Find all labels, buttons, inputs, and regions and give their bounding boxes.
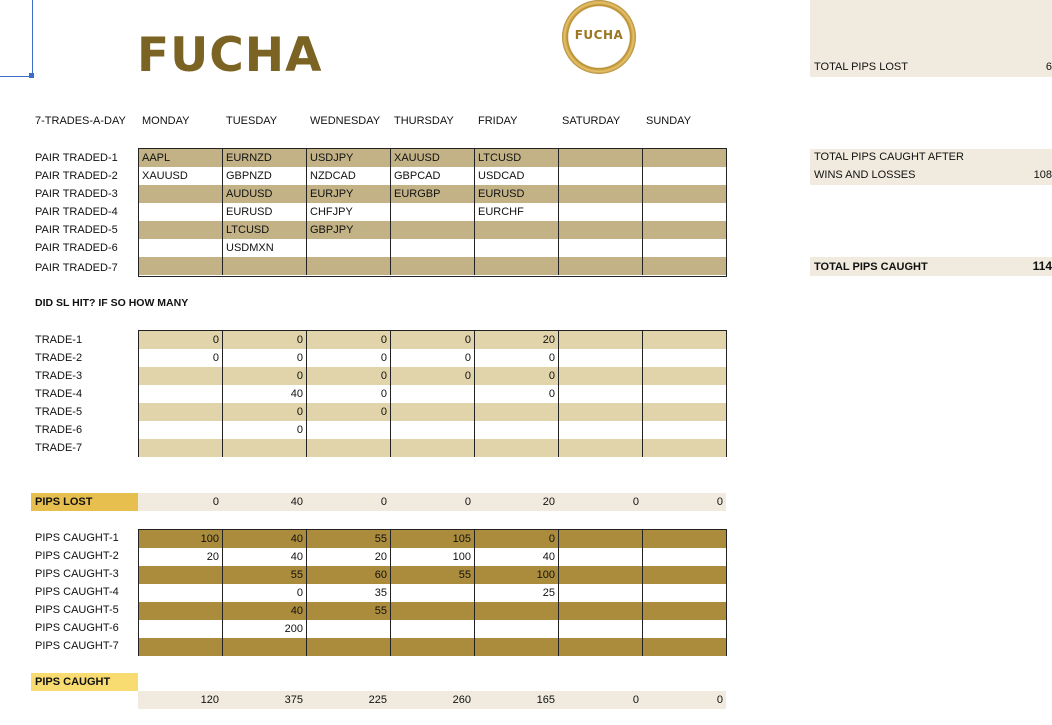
- brand-seal-icon: [562, 0, 636, 74]
- sl-cell[interactable]: [307, 421, 391, 439]
- sl-cell[interactable]: 0: [475, 367, 559, 385]
- table-row: [139, 584, 726, 602]
- caught-cell[interactable]: [307, 620, 391, 638]
- pair-row-label: PAIR TRADED-3: [35, 188, 118, 200]
- caught-row-label: PIPS CAUGHT-3: [35, 568, 119, 580]
- pair-cell[interactable]: [391, 239, 475, 257]
- trade-row-label: TRADE-2: [35, 352, 83, 364]
- sl-cell[interactable]: [643, 439, 727, 457]
- sl-cell[interactable]: 0: [391, 331, 475, 349]
- table-row: [139, 638, 726, 656]
- caught-cell[interactable]: [307, 638, 391, 656]
- pair-cell[interactable]: [643, 167, 727, 185]
- pair-cell[interactable]: [643, 257, 727, 275]
- pair-row-label: PAIR TRADED-5: [35, 224, 118, 236]
- pair-cell[interactable]: LTCUSD: [475, 149, 559, 167]
- caught-row-label: PIPS CAUGHT-6: [35, 622, 119, 634]
- caught-cell[interactable]: [559, 638, 643, 656]
- caught-cell[interactable]: 100: [475, 566, 559, 584]
- caught-cell[interactable]: [559, 566, 643, 584]
- pair-cell[interactable]: [139, 257, 223, 275]
- pair-cell[interactable]: [643, 203, 727, 221]
- day-header-tuesday: TUESDAY: [226, 115, 278, 127]
- sl-cell[interactable]: 0: [391, 349, 475, 367]
- table-row: [139, 530, 726, 548]
- caught-cell[interactable]: [559, 584, 643, 602]
- table-row: [139, 203, 726, 221]
- pair-cell[interactable]: [559, 221, 643, 239]
- caught-cell[interactable]: 40: [223, 548, 307, 566]
- sl-cell[interactable]: [643, 367, 727, 385]
- sl-cell[interactable]: 0: [139, 331, 223, 349]
- after-wl-value: 108: [1033, 169, 1052, 181]
- sl-cell[interactable]: [643, 385, 727, 403]
- caught-row-label: PIPS CAUGHT-2: [35, 550, 119, 562]
- day-header-saturday: SATURDAY: [562, 115, 621, 127]
- sl-cell[interactable]: 0: [475, 349, 559, 367]
- sl-cell[interactable]: [559, 439, 643, 457]
- pair-cell[interactable]: [139, 221, 223, 239]
- table-row: [139, 331, 726, 349]
- caught-cell[interactable]: 105: [391, 530, 475, 548]
- sl-cell[interactable]: 40: [223, 385, 307, 403]
- pair-cell[interactable]: XAUUSD: [391, 149, 475, 167]
- sl-cell[interactable]: [643, 403, 727, 421]
- total-pips-lost-panel: [810, 0, 1052, 77]
- table-row: [139, 349, 726, 367]
- caught-cell[interactable]: 20: [139, 548, 223, 566]
- pair-cell[interactable]: [559, 167, 643, 185]
- table-row: [139, 167, 726, 185]
- caught-cell[interactable]: [475, 638, 559, 656]
- caught-cell[interactable]: [139, 566, 223, 584]
- pair-cell[interactable]: LTCUSD: [223, 221, 307, 239]
- sl-cell[interactable]: [475, 403, 559, 421]
- table-row: [139, 620, 726, 638]
- sl-cell[interactable]: 0: [307, 385, 391, 403]
- pair-cell[interactable]: GBPJPY: [307, 221, 391, 239]
- caught-cell[interactable]: [643, 638, 727, 656]
- pips-caught-cell[interactable]: 165: [536, 694, 555, 706]
- sl-cell[interactable]: [139, 403, 223, 421]
- pair-cell[interactable]: AUDUSD: [223, 185, 307, 203]
- sl-cell[interactable]: [139, 439, 223, 457]
- sl-cell[interactable]: [559, 349, 643, 367]
- pair-cell[interactable]: [139, 203, 223, 221]
- after-wl-panel: [810, 149, 1052, 185]
- pair-cell[interactable]: [139, 239, 223, 257]
- pips-lost-cell[interactable]: 0: [464, 496, 471, 508]
- caught-cell[interactable]: 100: [139, 530, 223, 548]
- table-row: [139, 239, 726, 257]
- caught-cell[interactable]: [391, 620, 475, 638]
- day-header-wednesday: WEDNESDAY: [310, 115, 381, 127]
- total-pips-caught-label: TOTAL PIPS CAUGHT: [814, 261, 928, 273]
- sl-cell[interactable]: [475, 421, 559, 439]
- trade-row-label: TRADE-7: [35, 442, 83, 454]
- sl-cell[interactable]: [643, 331, 727, 349]
- pips-lost-cell[interactable]: 20: [542, 496, 555, 508]
- caught-cell[interactable]: [139, 584, 223, 602]
- caught-row-label: PIPS CAUGHT-4: [35, 586, 119, 598]
- trade-row-label: TRADE-3: [35, 370, 83, 382]
- sl-cell[interactable]: [559, 403, 643, 421]
- pair-cell[interactable]: USDCAD: [475, 167, 559, 185]
- pips-caught-cell[interactable]: 120: [200, 694, 219, 706]
- sl-cell[interactable]: 0: [223, 349, 307, 367]
- pair-cell[interactable]: NZDCAD: [307, 167, 391, 185]
- pair-row-label: PAIR TRADED-6: [35, 242, 118, 254]
- pair-cell[interactable]: [391, 203, 475, 221]
- caught-cell[interactable]: [139, 638, 223, 656]
- caught-cell[interactable]: [643, 548, 727, 566]
- caught-cell[interactable]: 35: [307, 584, 391, 602]
- pair-cell[interactable]: [643, 185, 727, 203]
- day-header-sunday: SUNDAY: [646, 115, 692, 127]
- caught-cell[interactable]: [559, 530, 643, 548]
- table-row: [139, 602, 726, 620]
- trade-row-label: TRADE-5: [35, 406, 83, 418]
- pair-cell[interactable]: [559, 257, 643, 275]
- caught-row-label: PIPS CAUGHT-1: [35, 532, 119, 544]
- sl-cell[interactable]: 0: [307, 331, 391, 349]
- pair-cell[interactable]: GBPNZD: [223, 167, 307, 185]
- pair-row-label: PAIR TRADED-4: [35, 206, 118, 218]
- sl-cell[interactable]: [391, 385, 475, 403]
- pips-lost-cell[interactable]: 40: [290, 496, 303, 508]
- sl-cell[interactable]: [223, 439, 307, 457]
- pair-cell[interactable]: [643, 149, 727, 167]
- table-row: [139, 439, 726, 457]
- day-header-monday: MONDAY: [142, 115, 190, 127]
- table-row: [139, 257, 726, 275]
- caught-cell[interactable]: [391, 638, 475, 656]
- sl-cell[interactable]: [139, 385, 223, 403]
- pair-cell[interactable]: [391, 257, 475, 275]
- caught-cell[interactable]: 200: [223, 620, 307, 638]
- sl-cell[interactable]: [391, 421, 475, 439]
- pair-cell[interactable]: [643, 239, 727, 257]
- pair-cell[interactable]: USDMXN: [223, 239, 307, 257]
- brand-logo: FUCHA: [137, 28, 323, 83]
- total-pips-lost-label: TOTAL PIPS LOST: [814, 61, 908, 73]
- caught-cell[interactable]: [223, 638, 307, 656]
- pips-lost-cell[interactable]: 0: [212, 496, 219, 508]
- pair-cell[interactable]: EURUSD: [223, 203, 307, 221]
- sl-cell[interactable]: [391, 403, 475, 421]
- caught-cell[interactable]: [391, 602, 475, 620]
- pair-cell[interactable]: [643, 221, 727, 239]
- table-row: [139, 221, 726, 239]
- sl-cell[interactable]: [559, 331, 643, 349]
- after-wl-label-1: TOTAL PIPS CAUGHT AFTER: [814, 151, 964, 163]
- sl-cell[interactable]: 0: [307, 349, 391, 367]
- pair-cell[interactable]: [559, 149, 643, 167]
- pips-lost-label: PIPS LOST: [31, 493, 138, 511]
- table-row: [139, 548, 726, 566]
- pair-cell[interactable]: [559, 203, 643, 221]
- pair-row-label: PAIR TRADED-7: [35, 262, 118, 274]
- caught-cell[interactable]: 20: [307, 548, 391, 566]
- sl-cell[interactable]: [643, 421, 727, 439]
- pair-cell[interactable]: [139, 185, 223, 203]
- sl-cell[interactable]: [307, 439, 391, 457]
- caught-cell[interactable]: 0: [475, 530, 559, 548]
- sl-cell[interactable]: 0: [307, 367, 391, 385]
- pair-cell[interactable]: GBPCAD: [391, 167, 475, 185]
- sl-cell[interactable]: 0: [223, 421, 307, 439]
- sl-cell[interactable]: [139, 421, 223, 439]
- total-pips-lost-value: 6: [1045, 61, 1052, 73]
- sl-cell[interactable]: [391, 439, 475, 457]
- caught-cell[interactable]: 55: [223, 566, 307, 584]
- total-pips-caught-panel: [810, 257, 1052, 276]
- pair-cell[interactable]: USDJPY: [307, 149, 391, 167]
- pips-caught-row: [138, 691, 726, 709]
- caught-cell[interactable]: 60: [307, 566, 391, 584]
- caught-row-label: PIPS CAUGHT-5: [35, 604, 119, 616]
- sl-cell[interactable]: [559, 385, 643, 403]
- pair-cell[interactable]: [475, 257, 559, 275]
- pips-lost-cell[interactable]: 0: [380, 496, 387, 508]
- caught-cell[interactable]: 0: [223, 584, 307, 602]
- caught-cell[interactable]: [643, 602, 727, 620]
- total-pips-caught-value: 114: [1032, 259, 1052, 273]
- sl-cell[interactable]: 0: [307, 403, 391, 421]
- pips-caught-cell[interactable]: 375: [284, 694, 303, 706]
- caught-cell[interactable]: [643, 620, 727, 638]
- pair-cell[interactable]: [223, 257, 307, 275]
- caught-cell[interactable]: 40: [223, 602, 307, 620]
- table-row: [139, 149, 726, 167]
- pips-caught-cell[interactable]: 260: [452, 694, 471, 706]
- caught-cell[interactable]: 25: [475, 584, 559, 602]
- pair-cell[interactable]: CHFJPY: [307, 203, 391, 221]
- trade-row-label: TRADE-4: [35, 388, 83, 400]
- caught-cell[interactable]: 40: [223, 530, 307, 548]
- active-cell-selection[interactable]: [0, 0, 33, 77]
- pips-caught-cell[interactable]: 0: [632, 694, 639, 706]
- sl-cell[interactable]: [475, 439, 559, 457]
- pair-cell[interactable]: [559, 185, 643, 203]
- pair-cell[interactable]: [475, 239, 559, 257]
- caught-cell[interactable]: [559, 548, 643, 566]
- pair-cell[interactable]: [307, 257, 391, 275]
- caught-cell[interactable]: [391, 584, 475, 602]
- pair-cell[interactable]: EURNZD: [223, 149, 307, 167]
- sl-cell[interactable]: 20: [475, 331, 559, 349]
- sl-cell[interactable]: 0: [139, 349, 223, 367]
- pair-row-label: PAIR TRADED-2: [35, 170, 118, 182]
- pips-caught-cell[interactable]: 225: [368, 694, 387, 706]
- caught-cell[interactable]: [643, 530, 727, 548]
- sl-cell[interactable]: [139, 367, 223, 385]
- pips-lost-row: [138, 493, 726, 511]
- pair-cell[interactable]: EURUSD: [475, 185, 559, 203]
- pips-lost-cell[interactable]: 0: [632, 496, 639, 508]
- caught-cell[interactable]: [475, 620, 559, 638]
- pips-caught-cell[interactable]: 0: [716, 694, 723, 706]
- table-row: [139, 385, 726, 403]
- caught-cell[interactable]: [475, 602, 559, 620]
- pair-row-label: PAIR TRADED-1: [35, 152, 118, 164]
- fill-handle[interactable]: [29, 73, 34, 78]
- table-row: [139, 566, 726, 584]
- sl-cell[interactable]: 0: [223, 331, 307, 349]
- day-header-thursday: THURSDAY: [394, 115, 454, 127]
- trade-row-label: TRADE-1: [35, 334, 83, 346]
- pair-cell[interactable]: AAPL: [139, 149, 223, 167]
- day-header-friday: FRIDAY: [478, 115, 518, 127]
- pair-cell[interactable]: [391, 221, 475, 239]
- pair-cell[interactable]: EURCHF: [475, 203, 559, 221]
- pips-caught-label: PIPS CAUGHT: [31, 673, 138, 691]
- sl-cell[interactable]: 0: [223, 403, 307, 421]
- table-row: [139, 421, 726, 439]
- seal-text: FUCHA: [574, 28, 624, 42]
- pair-cell[interactable]: [475, 221, 559, 239]
- sl-cell[interactable]: [643, 349, 727, 367]
- sl-question: DID SL HIT? IF SO HOW MANY: [35, 297, 189, 309]
- caught-cell[interactable]: [139, 602, 223, 620]
- sl-table: [138, 330, 727, 457]
- header-label: 7-TRADES-A-DAY: [35, 115, 126, 127]
- sl-cell[interactable]: 0: [475, 385, 559, 403]
- caught-cell[interactable]: [643, 584, 727, 602]
- trade-row-label: TRADE-6: [35, 424, 83, 436]
- caught-cell[interactable]: 55: [307, 602, 391, 620]
- table-row: [139, 185, 726, 203]
- pips-lost-cell[interactable]: 0: [716, 496, 723, 508]
- caught-cell[interactable]: 55: [307, 530, 391, 548]
- caught-table: [138, 529, 727, 656]
- caught-cell[interactable]: [559, 620, 643, 638]
- pair-cell[interactable]: EURGBP: [391, 185, 475, 203]
- table-row: [139, 403, 726, 421]
- caught-cell[interactable]: [139, 620, 223, 638]
- pairs-table: [138, 148, 727, 277]
- pair-cell[interactable]: XAUUSD: [139, 167, 223, 185]
- sl-cell[interactable]: [559, 367, 643, 385]
- caught-cell[interactable]: 40: [475, 548, 559, 566]
- after-wl-label-2: WINS AND LOSSES: [814, 169, 916, 181]
- sl-cell[interactable]: 0: [391, 367, 475, 385]
- sl-cell[interactable]: [559, 421, 643, 439]
- pair-cell[interactable]: EURJPY: [307, 185, 391, 203]
- caught-cell[interactable]: 55: [391, 566, 475, 584]
- pair-cell[interactable]: [559, 239, 643, 257]
- caught-cell[interactable]: [643, 566, 727, 584]
- pair-cell[interactable]: [307, 239, 391, 257]
- caught-row-label: PIPS CAUGHT-7: [35, 640, 119, 652]
- caught-cell[interactable]: [559, 602, 643, 620]
- sl-cell[interactable]: 0: [223, 367, 307, 385]
- caught-cell[interactable]: 100: [391, 548, 475, 566]
- table-row: [139, 367, 726, 385]
